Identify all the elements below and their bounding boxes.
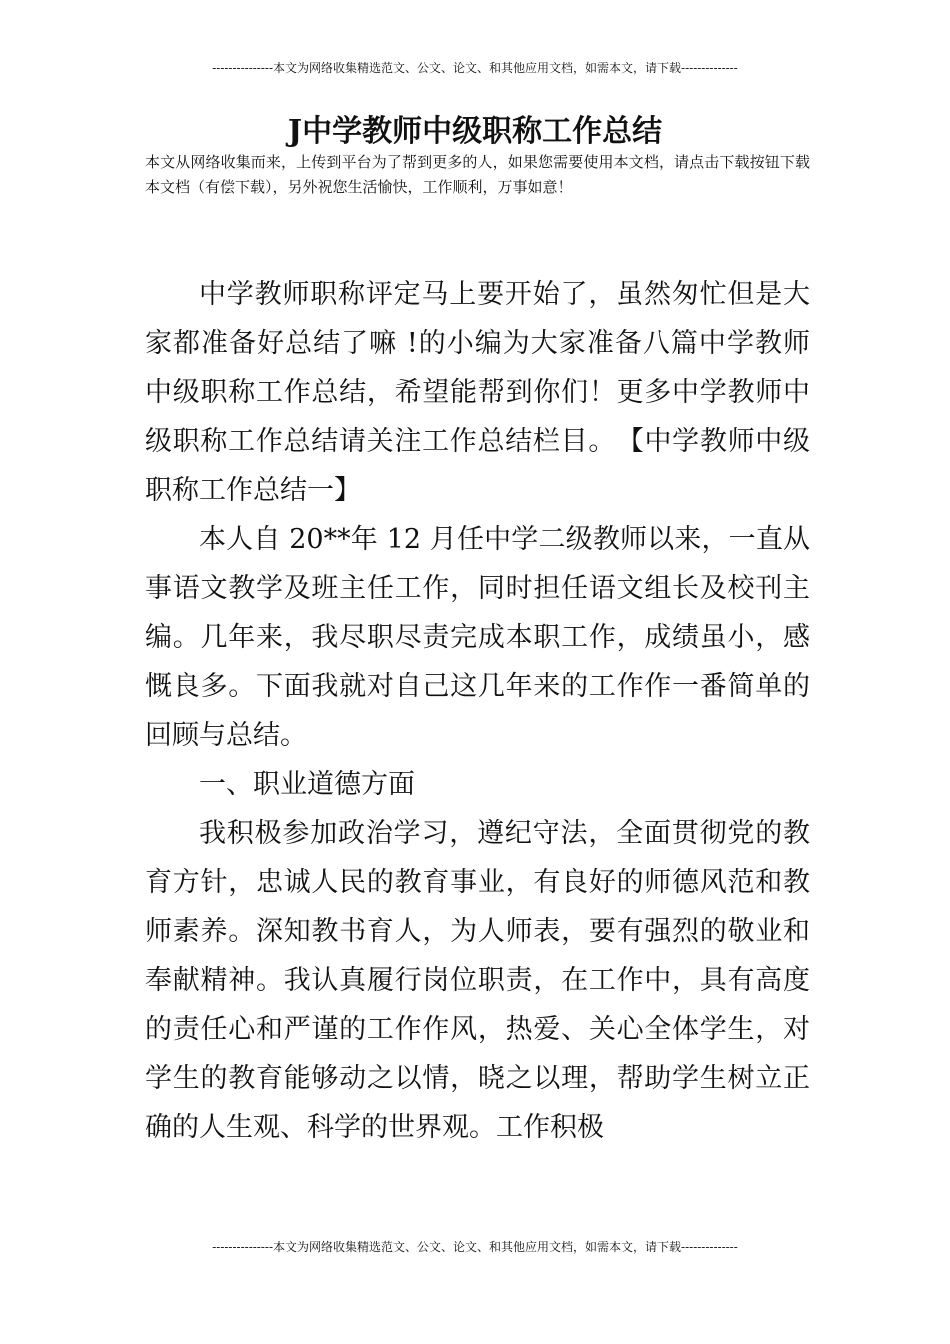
section-heading: 一、职业道德方面 — [199, 769, 415, 800]
document-title: J中学教师中级职称工作总结 — [287, 114, 663, 150]
body-paragraph: 我积极参加政治学习，遵纪守法，全面贯彻党的教育方针，忠诚人民的教育事业，有良好的师德风范和教师素养。深知教书育人，为人师表，要有强烈的敬业和奉献精神。我认真履行岗位职责，在工作中，具有高度的责任心和严谨的工作作风，热爱、关心全体学生，对学生的教育能够动之以情，晓之以理，帮助学生树立正确的人生观、科学的世界观。工作积极 — [145, 818, 810, 1143]
page-header-note: ---------------本文为网络收集精选范文、公文、论文、和其他应用文档，如需本文，请下载-------------- — [212, 61, 738, 75]
document-body — [145, 270, 810, 1152]
document-intro: 本文从网络收集而来，上传到平台为了帮到更多的人，如果您需要使用本文档，请点击下载按钮下载本文档（有偿下载），另外祝您生活愉快，工作顺利，万事如意！ — [145, 153, 810, 196]
body-paragraph: 本人自 20**年 12 月任中学二级教师以来，一直从事语文教学及班主任工作，同时担任语文组长及校刊主编。几年来，我尽职尽责完成本职工作，成绩虽小，感慨良多。下面我就对自己这几年来的工作作一番简单的回顾与总结。 — [145, 524, 810, 751]
body-paragraph: 中学教师职称评定马上要开始了，虽然匆忙但是大家都准备好总结了嘛 !的小编为大家准备八篇中学教师中级职称工作总结，希望能帮到你们！更多中学教师中级职称工作总结请关注工作总结栏目。 【中学教师中级职称工作总结一】 — [145, 279, 810, 506]
page-footer-note: ---------------本文为网络收集精选范文、公文、论文、和其他应用文档，如需本文，请下载-------------- — [212, 1240, 738, 1254]
